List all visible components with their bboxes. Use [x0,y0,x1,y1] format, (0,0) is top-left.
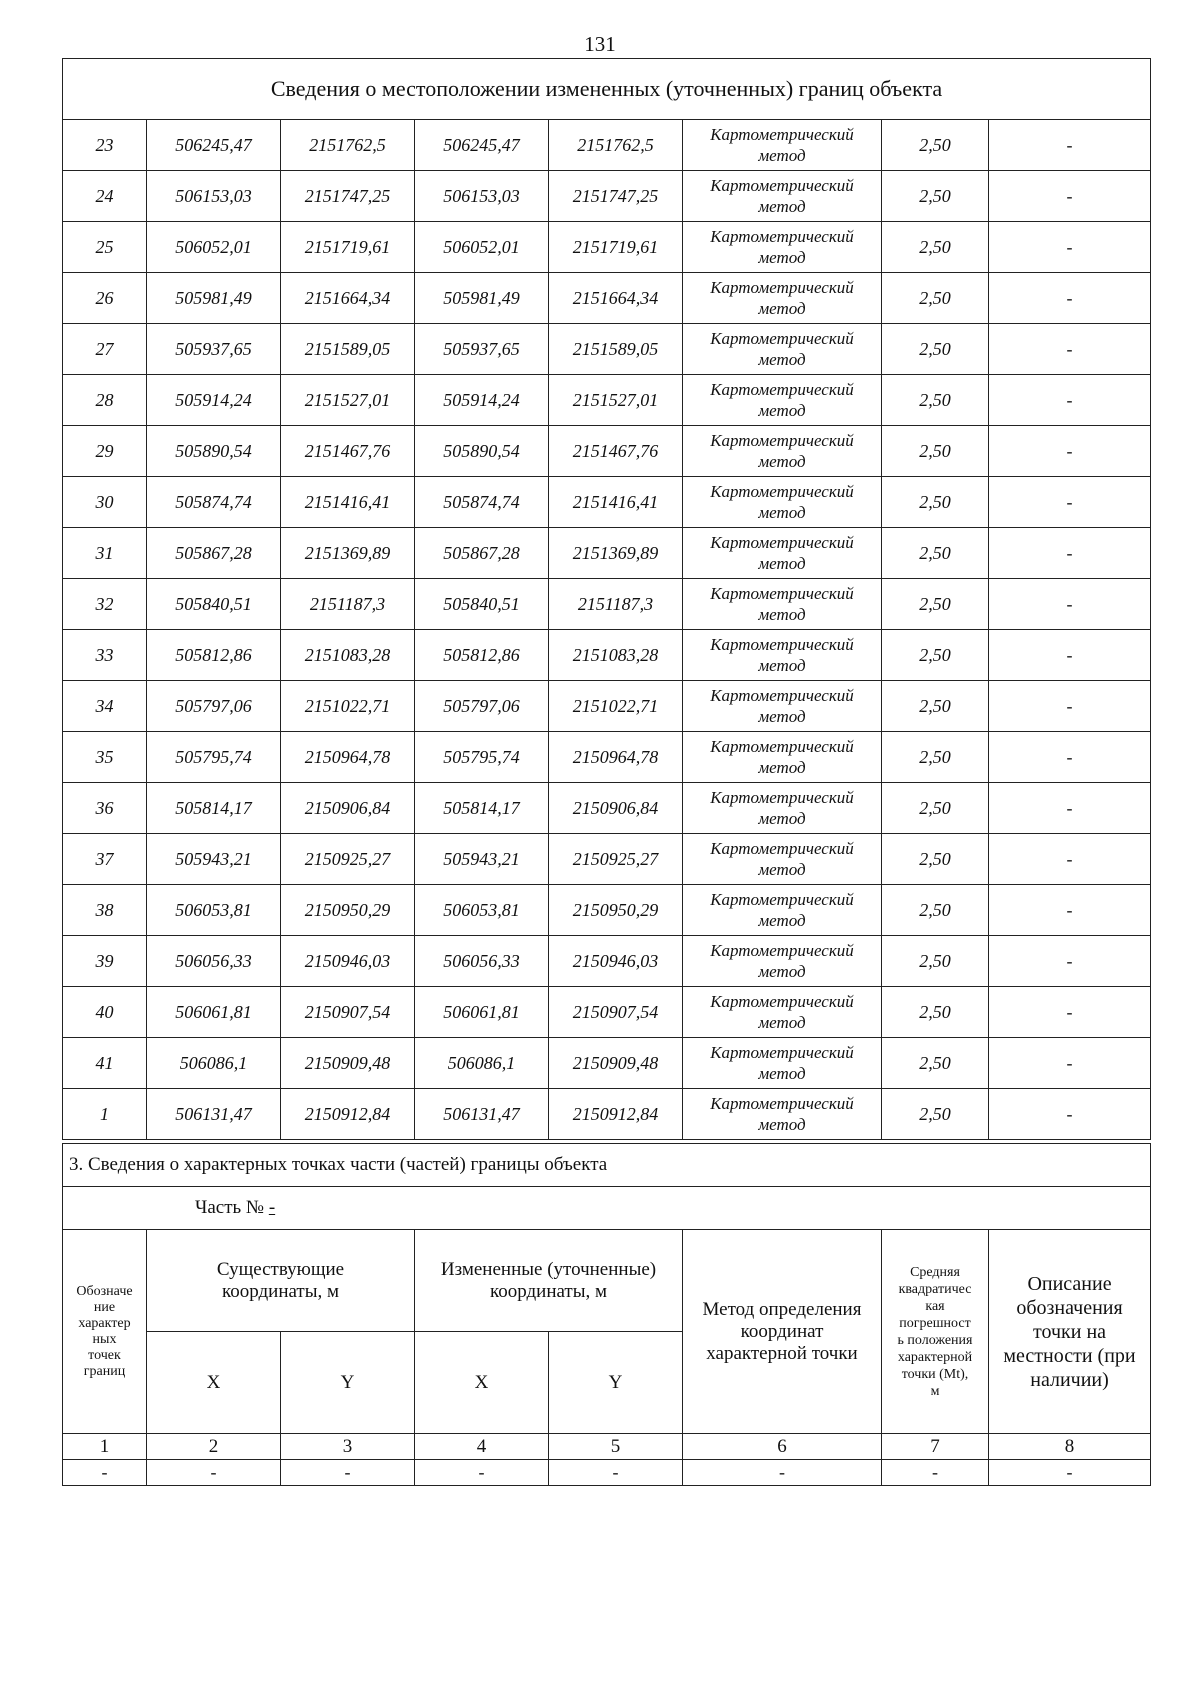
description-cell: - [989,936,1151,987]
existing-y-cell: 2151187,3 [281,579,415,630]
method-line-1: Картометрический [710,1094,854,1113]
point-number-cell: 36 [63,783,147,834]
table-row [63,1089,1151,1140]
description-cell: - [989,273,1151,324]
table-row [63,528,1151,579]
method-line-1: Картометрический [710,635,854,654]
column-number: 7 [882,1434,989,1460]
mean-error-cell: 2,50 [882,630,989,681]
column-number: 2 [147,1434,281,1460]
changed-x-cell: 505840,51 [415,579,549,630]
changed-y-cell: 2151747,25 [549,171,683,222]
existing-y-cell: 2151369,89 [281,528,415,579]
table-row [63,375,1151,426]
method-line-2: метод [758,503,806,522]
method-cell [683,528,882,579]
method-line-2: метод [758,656,806,675]
existing-y-cell: 2151762,5 [281,120,415,171]
method-line-1: Картометрический [710,227,854,246]
empty-cell: - [281,1460,415,1486]
method-cell [683,681,882,732]
method-line-1: Картометрический [710,176,854,195]
section-title: Сведения о местоположении измененных (уточненных) границ объекта [63,59,1151,120]
existing-x-cell: 506052,01 [147,222,281,273]
changed-x-cell: 505914,24 [415,375,549,426]
method-line-2: метод [758,605,806,624]
mean-error-cell: 2,50 [882,273,989,324]
header-existing-coordinates: Существующие координаты, м [147,1230,415,1332]
point-number-cell: 34 [63,681,147,732]
mean-error-cell: 2,50 [882,120,989,171]
method-line-2: метод [758,452,806,471]
method-line-1: Картометрический [710,584,854,603]
existing-y-cell: 2151719,61 [281,222,415,273]
description-cell: - [989,732,1151,783]
mean-error-cell: 2,50 [882,171,989,222]
method-cell [683,375,882,426]
description-cell: - [989,987,1151,1038]
mean-error-cell: 2,50 [882,1089,989,1140]
method-line-2: метод [758,809,806,828]
mean-error-cell: 2,50 [882,732,989,783]
empty-cell: - [989,1460,1151,1486]
method-line-2: метод [758,248,806,267]
description-cell: - [989,120,1151,171]
changed-y-cell: 2150909,48 [549,1038,683,1089]
method-line-1: Картометрический [710,788,854,807]
table-row [63,936,1151,987]
changed-y-cell: 2151719,61 [549,222,683,273]
header-description: Описание обозначения точки на местности (при наличии) [989,1230,1151,1434]
method-line-2: метод [758,401,806,420]
description-cell: - [989,1038,1151,1089]
existing-x-cell: 506131,47 [147,1089,281,1140]
existing-y-cell: 2150909,48 [281,1038,415,1089]
existing-x-cell: 505840,51 [147,579,281,630]
existing-y-cell: 2150946,03 [281,936,415,987]
changed-x-cell: 505814,17 [415,783,549,834]
existing-y-cell: 2151747,25 [281,171,415,222]
table-row [63,273,1151,324]
existing-x-cell: 505890,54 [147,426,281,477]
header-changed-y: Y [549,1332,683,1434]
table-row [63,885,1151,936]
table-row [63,630,1151,681]
existing-x-cell: 505914,24 [147,375,281,426]
part-section-title: 3. Сведения о характерных точках части (частей) границы объекта [63,1144,1151,1187]
existing-y-cell: 2151416,41 [281,477,415,528]
header-point-designation: Обозначе ние характер ных точек границ [63,1230,147,1434]
table-row [63,171,1151,222]
column-number: 4 [415,1434,549,1460]
header-existing-y: Y [281,1332,415,1434]
existing-x-cell: 505795,74 [147,732,281,783]
part-number: - [268,1197,276,1218]
description-cell: - [989,783,1151,834]
method-line-1: Картометрический [710,941,854,960]
description-cell: - [989,885,1151,936]
existing-y-cell: 2150912,84 [281,1089,415,1140]
method-cell [683,1038,882,1089]
changed-y-cell: 2151022,71 [549,681,683,732]
point-number-cell: 29 [63,426,147,477]
method-line-1: Картометрический [710,1043,854,1062]
existing-y-cell: 2151022,71 [281,681,415,732]
changed-y-cell: 2150950,29 [549,885,683,936]
table-row [63,1038,1151,1089]
description-cell: - [989,834,1151,885]
empty-cell: - [882,1460,989,1486]
method-line-2: метод [758,1115,806,1134]
existing-x-cell: 505797,06 [147,681,281,732]
changed-y-cell: 2151083,28 [549,630,683,681]
existing-x-cell: 505867,28 [147,528,281,579]
changed-x-cell: 505797,06 [415,681,549,732]
method-line-1: Картометрический [710,992,854,1011]
method-cell [683,120,882,171]
description-cell: - [989,681,1151,732]
method-line-1: Картометрический [710,686,854,705]
column-number: 1 [63,1434,147,1460]
changed-y-cell: 2150906,84 [549,783,683,834]
description-cell: - [989,171,1151,222]
mean-error-cell: 2,50 [882,834,989,885]
existing-y-cell: 2150925,27 [281,834,415,885]
existing-y-cell: 2151083,28 [281,630,415,681]
header-mean-error: Средняя квадратичес кая погрешност ь положения характерной точки (Mt), м [882,1230,989,1434]
column-number: 6 [683,1434,882,1460]
empty-cell: - [415,1460,549,1486]
mean-error-cell: 2,50 [882,936,989,987]
point-number-cell: 28 [63,375,147,426]
method-line-2: метод [758,860,806,879]
table-row [63,324,1151,375]
method-line-2: метод [758,1013,806,1032]
method-line-1: Картометрический [710,431,854,450]
mean-error-cell: 2,50 [882,783,989,834]
existing-y-cell: 2150950,29 [281,885,415,936]
existing-y-cell: 2150906,84 [281,783,415,834]
point-number-cell: 37 [63,834,147,885]
method-cell [683,477,882,528]
changed-x-cell: 505943,21 [415,834,549,885]
point-number-cell: 32 [63,579,147,630]
changed-x-cell: 506086,1 [415,1038,549,1089]
method-line-2: метод [758,1064,806,1083]
existing-x-cell: 505943,21 [147,834,281,885]
changed-x-cell: 506061,81 [415,987,549,1038]
method-cell [683,222,882,273]
method-line-1: Картометрический [710,890,854,909]
changed-x-cell: 506056,33 [415,936,549,987]
empty-cell: - [683,1460,882,1486]
changed-y-cell: 2151369,89 [549,528,683,579]
existing-x-cell: 506245,47 [147,120,281,171]
method-line-1: Картометрический [710,737,854,756]
mean-error-cell: 2,50 [882,885,989,936]
method-cell [683,630,882,681]
changed-x-cell: 505981,49 [415,273,549,324]
header-existing-x: X [147,1332,281,1434]
changed-y-cell: 2151187,3 [549,579,683,630]
table-row [63,426,1151,477]
method-line-2: метод [758,350,806,369]
method-cell [683,885,882,936]
description-cell: - [989,222,1151,273]
existing-x-cell: 505981,49 [147,273,281,324]
table-row [63,222,1151,273]
method-line-1: Картометрический [710,329,854,348]
description-cell: - [989,1089,1151,1140]
mean-error-cell: 2,50 [882,528,989,579]
header-changed-x: X [415,1332,549,1434]
changed-y-cell: 2151664,34 [549,273,683,324]
method-cell [683,579,882,630]
point-number-cell: 1 [63,1089,147,1140]
part-label: Часть № [195,1197,269,1218]
mean-error-cell: 2,50 [882,375,989,426]
changed-y-cell: 2150912,84 [549,1089,683,1140]
method-line-2: метод [758,299,806,318]
method-cell [683,834,882,885]
changed-x-cell: 505937,65 [415,324,549,375]
column-number: 5 [549,1434,683,1460]
changed-x-cell: 505890,54 [415,426,549,477]
point-number-cell: 27 [63,324,147,375]
mean-error-cell: 2,50 [882,426,989,477]
changed-y-cell: 2150946,03 [549,936,683,987]
method-line-2: метод [758,146,806,165]
point-number-cell: 41 [63,1038,147,1089]
changed-y-cell: 2150925,27 [549,834,683,885]
column-number: 3 [281,1434,415,1460]
changed-x-cell: 505812,86 [415,630,549,681]
point-number-cell: 25 [63,222,147,273]
description-cell: - [989,426,1151,477]
mean-error-cell: 2,50 [882,987,989,1038]
part-points-table [62,1143,1151,1486]
changed-y-cell: 2151762,5 [549,120,683,171]
existing-x-cell: 505874,74 [147,477,281,528]
method-line-2: метод [758,962,806,981]
point-number-cell: 31 [63,528,147,579]
column-number: 8 [989,1434,1151,1460]
description-cell: - [989,630,1151,681]
description-cell: - [989,324,1151,375]
changed-y-cell: 2151589,05 [549,324,683,375]
changed-x-cell: 506245,47 [415,120,549,171]
method-line-1: Картометрический [710,482,854,501]
point-number-cell: 33 [63,630,147,681]
existing-x-cell: 506086,1 [147,1038,281,1089]
table-row [63,783,1151,834]
existing-x-cell: 505814,17 [147,783,281,834]
existing-x-cell: 505812,86 [147,630,281,681]
mean-error-cell: 2,50 [882,681,989,732]
mean-error-cell: 2,50 [882,1038,989,1089]
changed-y-cell: 2151416,41 [549,477,683,528]
method-line-1: Картометрический [710,533,854,552]
method-line-2: метод [758,707,806,726]
table-row [63,987,1151,1038]
table-row [63,681,1151,732]
existing-y-cell: 2150964,78 [281,732,415,783]
part-label-cell [63,1187,1151,1230]
method-line-2: метод [758,758,806,777]
table-row [63,834,1151,885]
changed-y-cell: 2151467,76 [549,426,683,477]
method-line-1: Картометрический [710,278,854,297]
mean-error-cell: 2,50 [882,222,989,273]
description-cell: - [989,375,1151,426]
changed-x-cell: 505795,74 [415,732,549,783]
existing-y-cell: 2151664,34 [281,273,415,324]
mean-error-cell: 2,50 [882,477,989,528]
point-number-cell: 24 [63,171,147,222]
method-cell [683,987,882,1038]
changed-x-cell: 506052,01 [415,222,549,273]
header-changed-coordinates: Измененные (уточненные) координаты, м [415,1230,683,1332]
method-cell [683,171,882,222]
method-cell [683,1089,882,1140]
changed-x-cell: 506131,47 [415,1089,549,1140]
point-number-cell: 40 [63,987,147,1038]
boundary-coordinates-table [62,58,1151,1140]
table-row [63,120,1151,171]
mean-error-cell: 2,50 [882,579,989,630]
changed-y-cell: 2151527,01 [549,375,683,426]
table-row [63,579,1151,630]
method-line-1: Картометрический [710,839,854,858]
point-number-cell: 38 [63,885,147,936]
method-cell [683,783,882,834]
existing-x-cell: 506061,81 [147,987,281,1038]
description-cell: - [989,477,1151,528]
method-line-1: Картометрический [710,380,854,399]
method-cell [683,273,882,324]
point-number-cell: 26 [63,273,147,324]
existing-y-cell: 2151467,76 [281,426,415,477]
existing-y-cell: 2150907,54 [281,987,415,1038]
changed-x-cell: 506053,81 [415,885,549,936]
table-row [63,477,1151,528]
point-number-cell: 39 [63,936,147,987]
point-number-cell: 23 [63,120,147,171]
changed-y-cell: 2150964,78 [549,732,683,783]
method-cell [683,324,882,375]
method-line-2: метод [758,197,806,216]
changed-x-cell: 505874,74 [415,477,549,528]
changed-y-cell: 2150907,54 [549,987,683,1038]
existing-y-cell: 2151589,05 [281,324,415,375]
method-line-1: Картометрический [710,125,854,144]
existing-y-cell: 2151527,01 [281,375,415,426]
table-row [63,732,1151,783]
method-cell [683,936,882,987]
empty-cell: - [549,1460,683,1486]
existing-x-cell: 506056,33 [147,936,281,987]
point-number-cell: 35 [63,732,147,783]
description-cell: - [989,528,1151,579]
method-cell [683,732,882,783]
existing-x-cell: 506053,81 [147,885,281,936]
empty-cell: - [63,1460,147,1486]
method-line-2: метод [758,554,806,573]
method-line-2: метод [758,911,806,930]
changed-x-cell: 505867,28 [415,528,549,579]
empty-cell: - [147,1460,281,1486]
existing-x-cell: 505937,65 [147,324,281,375]
description-cell: - [989,579,1151,630]
page-number: 131 [584,32,616,56]
point-number-cell: 30 [63,477,147,528]
changed-x-cell: 506153,03 [415,171,549,222]
existing-x-cell: 506153,03 [147,171,281,222]
method-cell [683,426,882,477]
header-method: Метод определения координат характерной точки [683,1230,882,1434]
mean-error-cell: 2,50 [882,324,989,375]
